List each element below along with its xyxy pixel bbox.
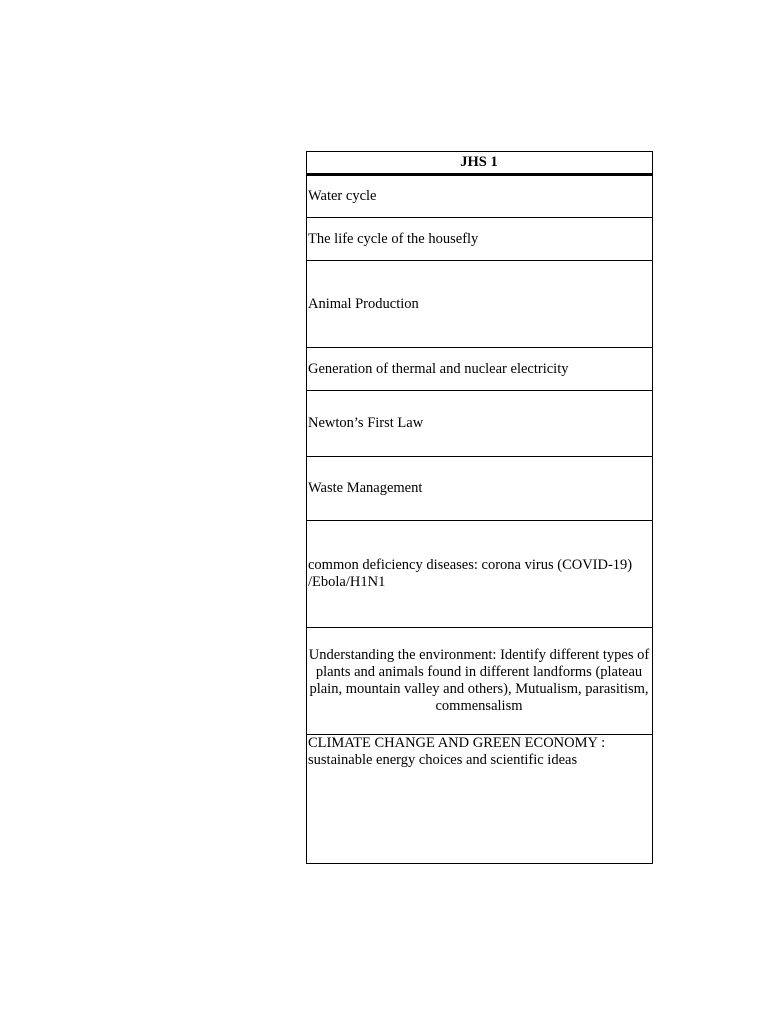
- table-header-jhs1: JHS 1: [307, 152, 653, 175]
- topic-cell: Waste Management: [307, 457, 653, 521]
- table-row: [307, 521, 653, 628]
- table-row: [307, 348, 653, 391]
- table-header-row: [307, 152, 653, 175]
- table-row: [307, 735, 653, 864]
- topic-cell: Animal Production: [307, 261, 653, 348]
- table-row: [307, 391, 653, 457]
- topic-cell: CLIMATE CHANGE AND GREEN ECONOMY : sustainable energy choices and scientific ideas: [307, 735, 653, 864]
- topic-cell: Generation of thermal and nuclear electricity: [307, 348, 653, 391]
- topic-cell: The life cycle of the housefly: [307, 218, 653, 261]
- topic-cell: Water cycle: [307, 175, 653, 218]
- table-row: [307, 218, 653, 261]
- table-row: [307, 175, 653, 218]
- table-row: [307, 628, 653, 735]
- topic-cell: common deficiency diseases: corona virus (COVID-19) /Ebola/H1N1: [307, 521, 653, 628]
- topic-cell: Understanding the environment: Identify different types of plants and animals found in different landforms (plateau plain, mountain valley and others), Mutualism, parasitism, commensalism: [307, 628, 653, 735]
- table-row: [307, 261, 653, 348]
- topic-cell: Newton’s First Law: [307, 391, 653, 457]
- topics-table: [306, 151, 653, 864]
- table-row: [307, 457, 653, 521]
